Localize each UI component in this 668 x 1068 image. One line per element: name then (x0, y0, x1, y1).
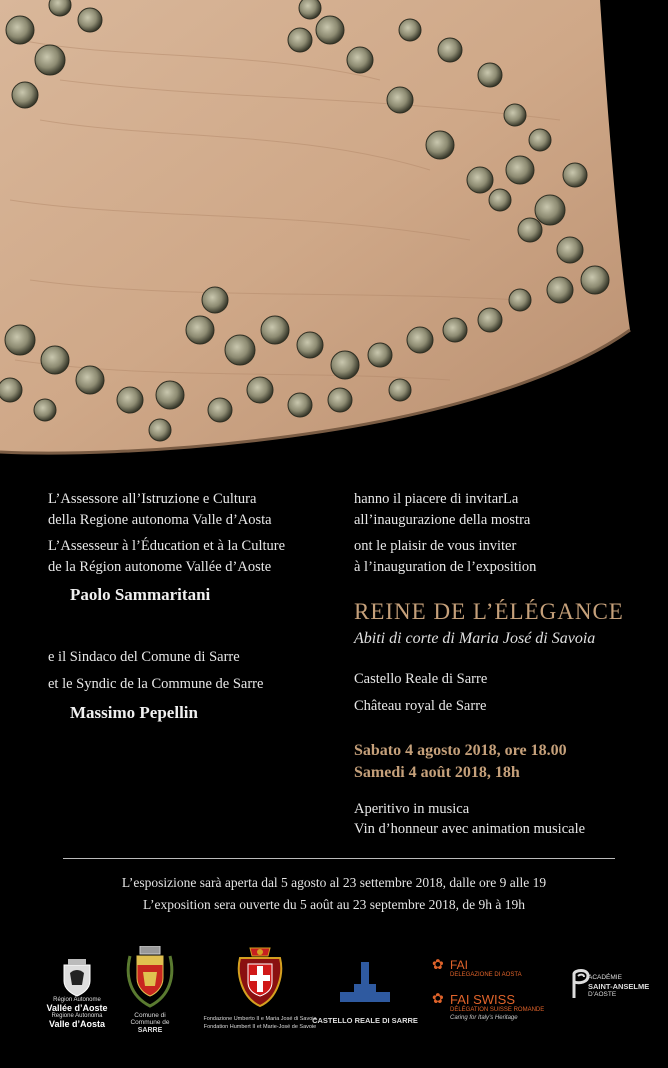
exhibition-subtitle: Abiti di corte di Maria José di Savoia (354, 630, 596, 647)
fondazione-text-2: Fondation Humbert II et Marie-José de Savoie (203, 1024, 317, 1030)
left-line-4: de la Région autonome Vallée d’Aoste (48, 559, 272, 575)
venue-french: Château royal de Sarre (354, 698, 487, 714)
right-line-3: ont le plaisir de vous inviter (354, 538, 517, 554)
academie-text-1: ACADÉMIE (588, 974, 622, 981)
fai-text-1: FAI (450, 958, 469, 972)
fai-text-2: DELEGAZIONE DI AOSTA (450, 972, 522, 978)
left-line-5: e il Sindaco del Comune di Sarre (48, 649, 240, 665)
fai-text-4: DÉLÉGATION SUISSE ROMANDE (450, 1007, 545, 1013)
fai-logo (432, 956, 562, 1036)
academie-text-2: SAINT-ANSELME (588, 982, 650, 991)
venue-italian: Castello Reale di Sarre (354, 671, 488, 687)
fondazione-text-1: Fondazione Umberto II e Maria José di Savoia (203, 1016, 317, 1022)
sindaco-name: Massimo Pepellin (70, 703, 198, 722)
castello-text: CASTELLO REALE DI SARRE (312, 1016, 418, 1025)
left-line-3: L’Assesseur à l’Éducation et à la Culture (48, 538, 286, 554)
aperitivo-text: Aperitivo in musica (354, 801, 470, 817)
fondazione-savoia-logo (190, 944, 330, 1044)
comune-sarre-logo (120, 946, 180, 1046)
assessore-name: Paolo Sammaritani (70, 585, 211, 604)
castello-icon (340, 962, 390, 1002)
comune-text-1: Comune di (134, 1012, 166, 1019)
comune-text-3: SARRE (137, 1027, 163, 1034)
sarre-crest-icon (125, 946, 175, 1008)
regione-text-1: Région Autonome (53, 997, 101, 1003)
exhibition-title: REINE DE L’ÉLÉGANCE (354, 599, 624, 624)
academie-text-3: D’AOSTE (588, 991, 617, 998)
date-italian: Sabato 4 agosto 2018, ore 18.00 (354, 742, 567, 759)
right-line-1: hanno il piacere di invitarLa (354, 491, 519, 507)
regione-text-2: Vallée d’Aoste (46, 1003, 108, 1013)
divider (63, 858, 615, 859)
regione-text-3: Regione Autonoma (51, 1013, 103, 1019)
left-line-6: et le Syndic de la Commune de Sarre (48, 676, 264, 692)
opening-hours-french: L’exposition sera ouverte du 5 août au 23 septembre 2018, de 9h à 19h (143, 897, 525, 912)
opening-hours-italian: L’esposizione sarà aperta dal 5 agosto al 23 settembre 2018, dalle ore 9 alle 19 (121, 875, 547, 890)
left-line-1: L’Assessore all’Istruzione e Cultura (48, 491, 257, 507)
regione-text-4: Valle d’Aosta (48, 1019, 106, 1029)
fai-text-3: FAI SWISS (450, 992, 516, 1007)
hero-gown-image (0, 0, 668, 470)
regione-crest-icon (62, 959, 92, 997)
regione-logo (42, 955, 112, 1035)
left-line-2: della Regione autonoma Valle d’Aosta (48, 512, 272, 528)
vin-honneur-text: Vin d’honneur avec animation musicale (354, 821, 586, 837)
fai-swiss-flower-icon: ✿ (432, 991, 444, 1007)
date-french: Samedi 4 août 2018, 18h (354, 764, 520, 781)
right-line-2: all’inaugurazione della mostra (354, 512, 531, 528)
castello-logo (310, 960, 420, 1030)
savoia-crest-icon (232, 944, 288, 1010)
comune-text-2: Commune de (130, 1019, 170, 1026)
fai-text-5: Caring for Italy’s Heritage (450, 1015, 518, 1021)
right-line-4: à l’inauguration de l’exposition (354, 559, 537, 575)
academie-logo (568, 968, 663, 1018)
fai-flower-icon: ✿ (432, 957, 444, 973)
